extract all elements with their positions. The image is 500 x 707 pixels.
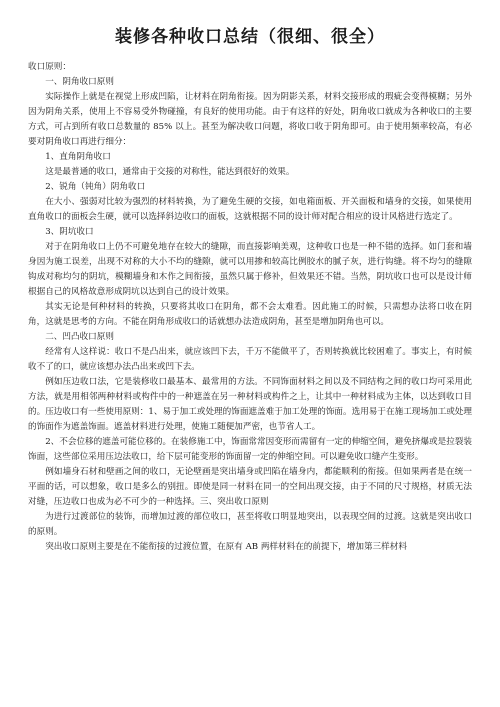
- paragraph: 突出收口原则主要是在不能衔接的过渡位置，在原有 AB 两样材料在的前提下，增加第三样材料: [45, 542, 407, 552]
- section-heading: 二、凹凸收口原则: [45, 332, 114, 342]
- section-heading: 一、阴角收口原则: [45, 77, 114, 87]
- paragraph: 为进行过渡部位的装饰，而增加过渡的部位收口，甚至将收口明显地突出，以表现空间的过渡。这就是突出收口的原则。: [28, 512, 472, 537]
- paragraph: 收口原则：: [28, 62, 71, 72]
- subsection-line: 1、直角阴角收口: [45, 152, 111, 162]
- paragraph: 2、不会位移的遮盖可能位移的。在装修施工中，饰面常常因变形而需留有一定的伸缩空间，避免挤爆或是拉裂装饰面，这些部位采用压边法收口，给下层可能变形的饰面留一定的伸缩空间。可以避免收口缝产生变形。: [28, 437, 472, 462]
- paragraph: 其实无论是何种材料的转换，只要将其收口在阴角，都不会太难看。因此施工的时候，只需想办法将口收在阴角，这就是思考的方向。不能在阴角形成收口的话就想办法造成阴角，甚至是增加阴角也可以。: [28, 302, 472, 327]
- paragraph: 对于在阴角收口上仍不可避免地存在较大的缝隙，而直接影响美观，这种收口也是一种不错的选择。如门套和墙身因为施工误差，出现不对称的大小不均的缝隙，就可以用掺和较高比例胶水的腻子灰，进行钩缝。将不均匀的缝隙钩成对称均匀的阴坑，模糊墙身和木作之间衔接，虽然只属于修补，但效果还不错。当然，阴坑收口也可以是设计师根据自己的风格故意形成阴坑以达到自己的设计效果。: [28, 242, 472, 297]
- paragraph: 经常有人这样说：收口不是凸出来，就应该凹下去，千万不能做平了，否则转换就比较困难了。事实上，有时候收不了的口，就应该想办法凸出来或凹下去。: [28, 347, 472, 372]
- subsection-line: 3、阴坑收口: [45, 227, 94, 237]
- document-body: [28, 60, 472, 555]
- paragraph: 实际操作上就是在视觉上形成凹陷，让材料在阴角衔接。因为阴影关系，材料交接形成的瑕疵会变得模糊；另外因为阴角关系，使用上不容易受外物碰撞，有良好的使用功能。由于有这样的好处，阴角收口就成为各种收口的主要方式，可占到所有收口总数量的 85% 以上。甚至为解决收口问题，将收口收于阴角即可。由于使用频率较高，有必要对阴角收口再进行细分：: [28, 92, 472, 147]
- subsection-line: 2、锐角（钝角）阴角收口: [45, 182, 146, 192]
- paragraph: 在大小、强弱对比较为强烈的材料转换，为了避免生硬的交接，如电箱面板、开关面板和墙身的交接，如果使用直角收口的面板会生硬，就可以选择斜边收口的面板，这就根据不同的设计师对配合相应的设计风格进行选定了。: [28, 197, 472, 222]
- paragraph: 例如压边收口法，它是装修收口最基本、最常用的方法。不同饰面材料之间以及不同结构之间的收口均可采用此方法，就是用相邻两种材料或构件中的一种遮盖在另一种材料或构件之上，让其中一种材料成为主体，以达到收口目的。压边收口有一些使用原则：1、易于加工或处理的饰面遮盖难于加工处理的饰面。选用易于在施工现场加工或处理的饰面作为遮盖饰面。遮盖材料进行处理，使施工随便加严密，也节省人工。: [28, 377, 472, 432]
- paragraph: 例如墙身石材和壁画之间的收口，无论壁画是突出墙身或凹陷在墙身内，都能顺利的衔接。但如果两者是在统一平面的话，可以想象，收口是多么的别扭。即使是同一材料在同一的空间出现交接，由于不同的尺寸规格，材质无法对缝，压边收口也成为必不可少的一种选择。三、突出收口原则: [28, 467, 472, 507]
- subsection-line: 这是最普通的收口，通常由于交接的对称性，能达到很好的效果。: [45, 167, 295, 177]
- document-title: 装修各种收口总结（很细、很全）: [115, 27, 385, 47]
